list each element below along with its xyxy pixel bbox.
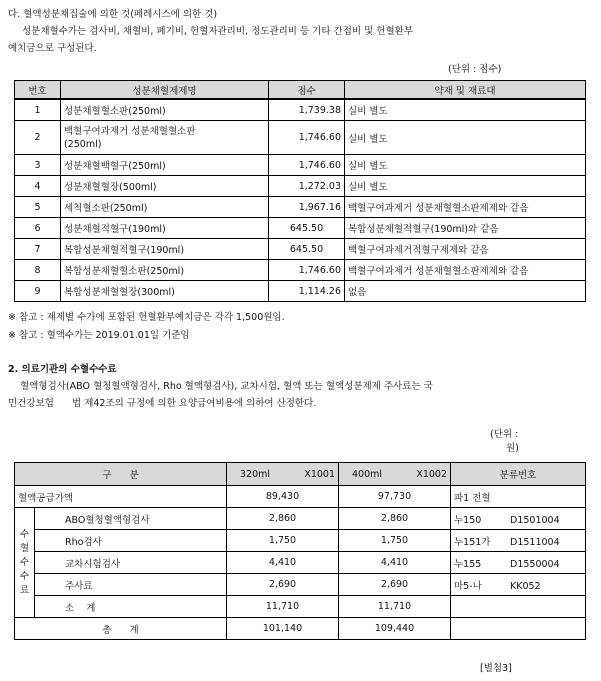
fee-code	[451, 530, 586, 552]
row-note: 실비 별도	[345, 99, 586, 121]
section-a-desc-line1: 성분채혈수가는 검사비, 채혈비, 폐기비, 헌혈자관리비, 정도관리비 등 기타 간접비 및 헌혈환부	[22, 26, 414, 37]
row-name: 복합성분채혈혈소판(250ml)	[61, 260, 269, 281]
row-name: 복합성분채혈적혈구(190ml)	[61, 239, 269, 260]
table-row	[15, 552, 586, 574]
transfusion-fee-table	[14, 462, 586, 640]
fee-code-b: D1501004	[510, 514, 560, 526]
section-2-desc-line2: 민건강보험 법 제42조의 규정에 의한 요양급여비용에 의하여 산정한다.	[8, 398, 317, 409]
row-name: 성분채혈혈장(500ml)	[61, 176, 269, 197]
subtotal-label: 소 계	[35, 596, 227, 618]
row-score: 1,739.38	[269, 99, 345, 121]
subtotal-320: 11,710	[227, 596, 339, 618]
table-row	[15, 574, 586, 596]
table-row	[15, 218, 586, 239]
table-row	[15, 121, 586, 155]
row-no: 7	[15, 239, 61, 260]
section-2-heading: 2. 의료기관의 수혈수수료	[8, 364, 117, 375]
row-name: 성분채혈백혈구(250ml)	[61, 155, 269, 176]
header-400	[339, 463, 451, 486]
row-score: 1,967.16	[269, 197, 345, 218]
table-row	[15, 239, 586, 260]
table-row	[15, 530, 586, 552]
row-note: 실비 별도	[345, 121, 586, 155]
row-note: 없음	[345, 281, 586, 302]
supply-400: 97,730	[339, 486, 451, 508]
header-320-mult: X1001	[304, 468, 335, 480]
total-code	[451, 618, 586, 640]
row-no: 2	[15, 121, 61, 155]
row-name: 세척혈소판(250ml)	[61, 197, 269, 218]
attachment-label: [별첨3]	[480, 663, 512, 674]
section-a-unit: (단위 : 점수)	[448, 64, 502, 75]
header-material: 약재 및 재료대	[345, 81, 586, 100]
header-score: 점수	[269, 81, 345, 100]
section-a-desc-line2: 예치금으로 구성된다.	[8, 43, 97, 54]
table-row	[15, 596, 586, 618]
fee-code	[451, 552, 586, 574]
fee-400: 4,410	[339, 552, 451, 574]
row-score: 1,114.26	[269, 281, 345, 302]
header-code: 분류번호	[451, 463, 586, 486]
fee-label: 주사료	[35, 574, 227, 596]
group-label: 수 혈 수 수 료	[15, 508, 35, 618]
row-no: 8	[15, 260, 61, 281]
section-a-note1: ※ 참고 : 제제별 수가에 포함된 헌혈환부예치금은 각각 1,500원임.	[8, 312, 285, 323]
row-name: 복합성분채혈혈장(300ml)	[61, 281, 269, 302]
total-320: 101,140	[227, 618, 339, 640]
row-note: 백혈구여과제거 성분채혈혈소판제제와 같음	[345, 260, 586, 281]
fee-label: 교차시험검사	[35, 552, 227, 574]
fee-code-a: 누151가	[454, 536, 491, 548]
row-score: 1,746.60	[269, 121, 345, 155]
fee-code-a: 누150	[454, 514, 482, 526]
table-row	[15, 508, 586, 530]
table-row	[15, 281, 586, 302]
fee-code-b: KK052	[510, 580, 541, 592]
fee-code-b: D1511004	[510, 536, 560, 548]
supply-label: 혈액공급가액	[15, 486, 227, 508]
fee-code	[451, 574, 586, 596]
supply-320: 89,430	[227, 486, 339, 508]
section-2-unit-line2: 원)	[506, 443, 519, 454]
section-a-heading: 다. 혈액성분채집술에 의한 것(페레시스에 의한 것)	[8, 9, 218, 20]
fee-code-a: 마5-나	[454, 580, 482, 592]
table-row	[15, 197, 586, 218]
total-label: 총 계	[15, 618, 227, 640]
total-400: 109,440	[339, 618, 451, 640]
table-row	[15, 155, 586, 176]
row-name: 성분채혈적혈구(190ml)	[61, 218, 269, 239]
row-note: 실비 별도	[345, 155, 586, 176]
table-row	[15, 618, 586, 640]
table-header-row	[15, 463, 586, 486]
header-320	[227, 463, 339, 486]
fee-320: 2,860	[227, 508, 339, 530]
table-row	[15, 176, 586, 197]
row-no: 4	[15, 176, 61, 197]
section-2-unit-line1: (단위 :	[490, 429, 519, 440]
table-header-row	[15, 81, 586, 100]
row-score: 645.50	[269, 218, 345, 239]
row-score: 1,746.60	[269, 260, 345, 281]
fee-400: 1,750	[339, 530, 451, 552]
header-320-vol: 320ml	[240, 468, 271, 480]
fee-code-a: 누155	[454, 558, 482, 570]
fee-label: Rho검사	[35, 530, 227, 552]
fee-320: 2,690	[227, 574, 339, 596]
row-score: 645.50	[269, 239, 345, 260]
row-no: 1	[15, 99, 61, 121]
table-row	[15, 486, 586, 508]
row-name: 백혈구여과제거 성분채혈혈소판(250ml)	[61, 121, 269, 155]
row-no: 3	[15, 155, 61, 176]
fee-code	[451, 508, 586, 530]
header-400-vol: 400ml	[352, 468, 383, 480]
row-score: 1,272.03	[269, 176, 345, 197]
fee-label: ABO혈청혈액형검사	[35, 508, 227, 530]
row-note: 백혈구여과제거적혈구제제와 같음	[345, 239, 586, 260]
row-no: 6	[15, 218, 61, 239]
row-no: 9	[15, 281, 61, 302]
row-score: 1,746.60	[269, 155, 345, 176]
component-blood-table	[14, 80, 586, 302]
table-row	[15, 99, 586, 121]
section-a-note2: ※ 참고 : 혈액수가는 2019.01.01일 기준임	[8, 330, 190, 341]
subtotal-code	[451, 596, 586, 618]
table-row	[15, 260, 586, 281]
header-name: 성분채혈제제명	[61, 81, 269, 100]
fee-400: 2,690	[339, 574, 451, 596]
header-gubun: 구 분	[15, 463, 227, 486]
row-no: 5	[15, 197, 61, 218]
section-2-desc-line1: 혈액형검사(ABO 혈청혈액형검사, Rho 혈액형검사), 교차시험, 혈액 또는 혈액성분제제 주사료는 국	[20, 381, 433, 392]
row-note: 복합성분채혈적혈구(190ml)와 같음	[345, 218, 586, 239]
header-400-mult: X1002	[416, 468, 447, 480]
row-note: 실비 별도	[345, 176, 586, 197]
fee-code-b: D1550004	[510, 558, 560, 570]
row-note: 백혈구여과제거 성분채혈혈소판제제와 같음	[345, 197, 586, 218]
supply-code: 파1 전혈	[451, 486, 586, 508]
header-no: 번호	[15, 81, 61, 100]
fee-320: 4,410	[227, 552, 339, 574]
subtotal-400: 11,710	[339, 596, 451, 618]
fee-400: 2,860	[339, 508, 451, 530]
fee-320: 1,750	[227, 530, 339, 552]
row-name: 성분채혈혈소판(250ml)	[61, 99, 269, 121]
